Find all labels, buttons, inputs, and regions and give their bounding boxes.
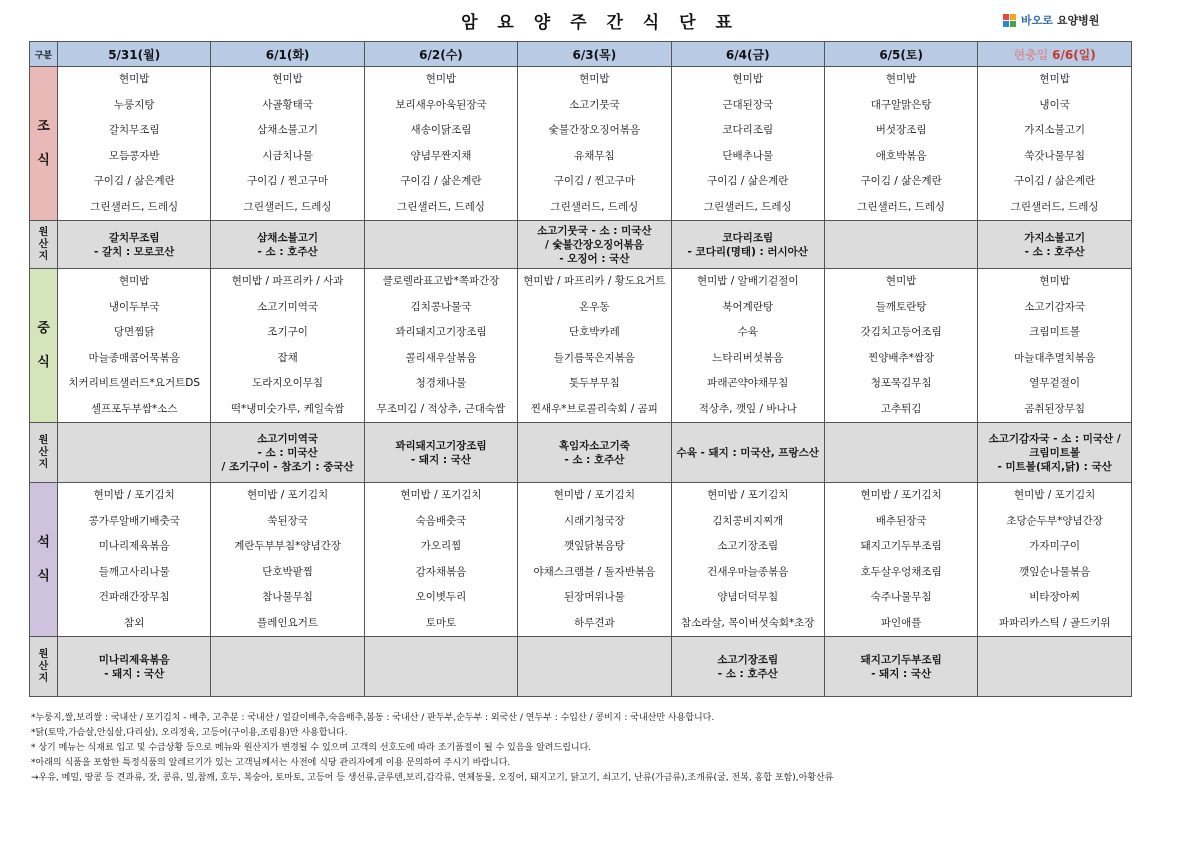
menu-item: 온우동 [579,300,610,313]
menu-item: 현미밥 / 포기김치 [400,489,482,501]
dinner-origin-row [30,637,1132,697]
menu-item: 청포묵김무침 [870,377,932,389]
origin-cell [671,221,824,269]
menu-item: 적상추, 깻잎 / 바나나 [698,402,797,415]
menu-item: 도라지오이무침 [252,377,324,389]
origin-line: 소고기감자국 - 소 : 미국산 / [988,432,1121,445]
menu-item: 그린샐러드, 드레싱 [397,200,485,213]
menu-item: 유채무침 [574,149,615,162]
menu-item: 들기름묵은지볶음 [553,351,635,364]
menu-item: 숙음배춧국 [415,514,467,527]
menu-item: 가지소불고기 [1024,124,1086,136]
menu-cell [58,483,211,637]
origin-label: 원 산 지 [30,637,58,697]
menu-item: 누룽지탕 [113,98,155,111]
day-header-sun: 현충일 6/6(일) [978,42,1132,67]
menu-cell [978,483,1132,637]
day-header-tue: 6/1(화) [211,42,364,67]
origin-line: - 소 : 호주산 [1024,245,1085,258]
menu-item: 코다리조림 [722,124,774,136]
menu-item: 잡채 [277,351,298,364]
menu-item: 구이김 / 삶은계란 [1014,175,1096,187]
menu-item: 숙주나물무침 [870,591,932,603]
menu-item: 미나리제육볶음 [98,540,170,552]
menu-item: 단배추나물 [722,149,774,162]
origin-line: - 오징어 : 국산 [559,252,630,265]
note-line: *닭(토막,가슴살,안심살,다리살), 오리정육, 고등어(구이용,조림용)만 사용합니다. [31,728,348,738]
menu-item: 토마토 [425,616,457,629]
origin-line: 돼지고기두부조림 [860,653,942,666]
logo-brand: 바오로 [1021,14,1053,27]
menu-cell [671,269,824,423]
menu-item: 쑥된장국 [267,514,308,527]
menu-item: 건새우마늘종볶음 [707,565,789,578]
origin-cell [824,423,977,483]
origin-line: 크림미트볼 [1029,446,1080,459]
menu-item: 그린샐러드, 드레싱 [857,200,946,213]
menu-cell [671,67,824,221]
menu-item: 가오리찜 [420,540,462,552]
origin-line: / 조기구이 - 참조기 : 중국산 [221,460,354,473]
origin-cell [671,423,824,483]
menu-item: 현미밥 / 파프리카 / 사과 [231,275,344,287]
origin-cell [58,221,211,269]
menu-item: 소고기장조림 [717,540,779,552]
menu-item: 시금치나물 [262,149,313,162]
menu-item: 건파래간장무침 [98,591,170,603]
origin-cell [364,637,517,697]
menu-item: 청경채나물 [415,377,467,389]
menu-item: 돼지고기두부조림 [860,540,942,552]
menu-item: 치커리비트샐러드*요거트DS [68,377,200,389]
menu-item: 플레인요거트 [257,616,319,629]
page-title: 암 요 양 주 간 식 단 표 [461,13,739,33]
menu-item: 모듬콩자반 [108,149,160,162]
breakfast-row [30,67,1132,221]
day-header-fri: 6/4(금) [671,42,824,67]
menu-item: 현미밥 [885,73,917,85]
origin-line: 소고기장조림 [717,653,779,666]
menu-item: 클로렐라표고밥*쪽파간장 [382,275,500,287]
origin-line: / 숯불간장오징어볶음 [544,238,644,251]
menu-item: 사골황태국 [262,98,313,111]
gubun-header: 구분 [30,42,58,67]
menu-item: 된장머위나물 [563,591,625,603]
menu-item: 그린샐러드, 드레싱 [1010,200,1099,213]
menu-item: 현미밥 [579,73,610,85]
note-line: *아래의 식품을 포함한 특정식품의 알레르기가 있는 고객님께서는 사전에 식당 관리자에게 이용 문의하여 주시기 바랍니다. [31,758,511,768]
origin-line: 미나리제육볶음 [98,653,170,666]
menu-item: 파래곤약야채무침 [707,377,789,389]
menu-item: 구이김 / 삶은계란 [860,175,942,187]
menu-item: 현미밥 / 포기김치 [1014,489,1096,501]
lunch-label: 중 식 [30,269,58,423]
menu-item: 현미밥 [272,73,303,85]
menu-item: 조기구이 [267,326,308,338]
note-line: →우유, 메밀, 땅콩 등 견과류, 잣, 콩류, 밀,참깨, 호두, 복숭아, 토마토, 고등어 등 생선류,글루텐,보리,갑각류, 연체동물, 오징어, 돼지고기, 닭고기, 쇠고기, 난류(가금류),조개류(굴, 전복, 홍합 포함),아황산류 [31,773,834,783]
menu-item: 깻잎닭볶음탕 [563,540,625,552]
menu-cell [58,67,211,221]
menu-item: 갓김치고등어조림 [860,326,942,338]
logo-sub: 요양병원 [1056,14,1100,27]
menu-item: 그린샐러드, 드레싱 [90,200,179,213]
menu-item: 고추튀김 [880,402,922,415]
menu-item: 오이볏두리 [415,591,467,603]
menu-item: 찐양배추*쌈장 [868,351,935,364]
menu-item: 야채스크램블 / 돌자반볶음 [533,565,656,578]
menu-item: 쑥갓나물무침 [1024,149,1086,162]
menu-item: 계란두부부침*양념간장 [234,540,341,552]
menu-cell [824,483,977,637]
note-line: * 상기 메뉴는 식재료 입고 및 수급상황 등으로 메뉴와 원산지가 변경될 수 있으며 고객의 선호도에 따라 조기품절이 될 수 있음을 알려드립니다. [31,743,592,753]
menu-cell [518,483,671,637]
menu-item: 크림미트볼 [1029,326,1080,338]
origin-line: - 돼지 : 국산 [104,667,165,680]
menu-item: 그린샐러드, 드레싱 [243,200,332,213]
origin-line: - 갈치 : 모로코산 [94,245,175,258]
menu-item: 대구알맑은탕 [870,98,932,111]
menu-item: 그린샐러드, 드레싱 [703,200,792,213]
menu-item: 냉이국 [1039,98,1070,111]
menu-item: 떡*냉미숫가루, 케일숙쌈 [230,402,345,415]
origin-cell [364,221,517,269]
origin-line: 흑임자소고기죽 [558,439,630,452]
menu-item: 구이김 / 삶은계란 [707,175,789,187]
menu-item: 가자미구이 [1029,540,1080,552]
menu-cell [211,67,364,221]
menu-cell [211,269,364,423]
menu-item: 구이김 / 찐고구마 [246,175,329,187]
menu-item: 느타리버섯볶음 [712,351,784,364]
origin-line: - 코다리(명태) : 러시아산 [687,245,808,258]
menu-item: 하루견과 [574,616,615,629]
menu-item: 콜리새우살볶음 [405,351,477,364]
origin-line: 삼채소불고기 [257,231,319,244]
menu-item: 무조미김 / 적상추, 근대숙쌈 [376,402,506,415]
origin-cell [518,221,671,269]
menu-item: 참소라살, 목이버섯숙회*초장 [680,616,815,629]
menu-item: 찐새우*브로콜리숙회 / 곰피 [530,402,658,415]
menu-item: 현미밥 [732,73,763,85]
menu-item: 갈치무조림 [108,124,160,136]
menu-item: 배추된장국 [875,514,927,527]
menu-item: 파파리카스틱 / 골드키위 [998,616,1111,629]
hospital-logo [1003,10,1099,30]
menu-cell [364,483,517,637]
origin-line: - 소 : 호주산 [564,453,625,466]
dinner-label: 석 식 [30,483,58,637]
menu-item: 현미밥 [885,275,917,287]
menu-item: 톳두부무침 [569,377,620,389]
menu-item: 들깨토란탕 [875,300,927,313]
menu-cell [211,483,364,637]
menu-item: 김치콩비지찌개 [712,514,784,527]
origin-label: 원 산 지 [30,423,58,483]
menu-item: 현미밥 / 포기김치 [860,489,942,501]
menu-item: 비타장아찌 [1029,591,1080,603]
origin-label: 원 산 지 [30,221,58,269]
origin-cell [978,221,1132,269]
menu-item: 현미밥 / 포기김치 [246,489,329,501]
menu-item: 냉이두부국 [108,300,160,313]
origin-cell [824,637,977,697]
origin-cell [518,637,671,697]
menu-cell [824,67,977,221]
note-line: *누룽지,쌀,보리쌀 : 국내산 / 포기김치 - 배추, 고추분 : 국내산 / 얼갈이배추,숙음배추,봄동 : 국내산 / 판두부,순두부 : 외국산 / 연두부 : 수입산 / 콩비지 : 국내산만 사용합니다. [31,713,715,723]
menu-item: 근대된장국 [722,98,774,111]
menu-item: 현미밥 / 파프리카 / 황도요거트 [523,275,666,287]
origin-line: 가지소불고기 [1024,231,1086,244]
origin-line: - 소 : 호주산 [717,667,778,680]
menu-item: 현미밥 [118,73,150,85]
menu-item: 숯불간장오징어볶음 [548,124,641,136]
menu-item: 당면찜닭 [113,326,155,338]
menu-item: 구이김 / 찐고구마 [553,175,635,187]
origin-line: 소고기미역국 [257,432,319,445]
origin-line: - 소 : 호주산 [257,245,318,258]
menu-item: 참나물무침 [262,591,313,603]
menu-item: 보리새우아욱된장국 [395,98,487,111]
menu-item: 김치콩나물국 [410,300,472,313]
logo-mark-icon [1003,14,1017,27]
menu-item: 단호박팥찜 [262,565,313,578]
menu-item: 현미밥 [425,73,457,85]
menu-item: 셀프포두부쌈*소스 [90,402,178,415]
origin-line: 수육 - 돼지 : 미국산, 프랑스산 [676,446,819,459]
origin-line: - 소 : 미국산 [257,446,318,459]
menu-item: 초당순두부*양념간장 [1006,514,1103,527]
menu-item: 파인애플 [880,616,922,629]
breakfast-origin-row [30,221,1132,269]
origin-cell [671,637,824,697]
origin-line: 꽈리돼지고기장조림 [395,439,487,452]
menu-item: 양념더덕무침 [717,591,779,603]
menu-item: 북어계란탕 [722,300,774,313]
origin-line: 코다리조림 [722,231,774,244]
menu-cell [518,67,671,221]
menu-item: 꽈리돼지고기장조림 [395,326,487,338]
menu-item: 소고기미역국 [257,300,319,313]
menu-cell [824,269,977,423]
origin-cell [58,637,211,697]
origin-cell [364,423,517,483]
menu-cell [364,269,517,423]
menu-cell [58,269,211,423]
menu-item: 들깨고사리나물 [98,565,170,578]
origin-line: 갈치무조림 [108,231,160,244]
origin-cell [211,423,364,483]
origin-cell [518,423,671,483]
menu-item: 마늘대추멸치볶음 [1014,351,1096,364]
menu-item: 그린샐러드, 드레싱 [550,200,639,213]
menu-cell [518,269,671,423]
menu-item: 현미밥 [118,275,150,287]
menu-item: 버섯장조림 [875,124,927,136]
holiday-label: 현충일 [1013,47,1053,62]
day-header-sat: 6/5(토) [824,42,977,67]
menu-item: 새송이닭조림 [410,124,472,136]
menu-item: 구이김 / 삶은계란 [93,175,175,187]
menu-item: 깻잎순나물볶음 [1019,565,1091,578]
day-header-row [30,42,1132,67]
menu-item: 소고기뭇국 [569,98,620,111]
weekly-menu-table [29,41,1132,697]
menu-item: 콩가루알배기배춧국 [88,514,180,527]
menu-item: 참외 [124,616,145,629]
origin-cell [978,637,1132,697]
menu-item: 감자채볶음 [415,565,467,578]
breakfast-label: 조 식 [30,67,58,221]
day-header-wed: 6/2(수) [364,42,517,67]
origin-cell [58,423,211,483]
menu-item: 구이김 / 삶은계란 [400,175,482,187]
menu-item: 양념무짠지채 [410,149,472,162]
menu-item: 현미밥 / 포기김치 [93,489,175,501]
dinner-row [30,483,1132,637]
menu-item: 삼채소불고기 [257,124,319,136]
lunch-row [30,269,1132,423]
menu-item: 단호박카레 [569,326,620,338]
menu-cell [671,483,824,637]
menu-cell [364,67,517,221]
menu-item: 시래기청국장 [563,514,625,527]
menu-item: 열무겉절이 [1029,377,1080,389]
origin-line: - 돼지 : 국산 [871,667,932,680]
lunch-origin-row [30,423,1132,483]
day-header-thu: 6/3(목) [518,42,671,67]
menu-item: 현미밥 / 알배기겉절이 [697,275,799,287]
origin-cell [211,221,364,269]
origin-cell [824,221,977,269]
origin-cell [211,637,364,697]
origin-line: - 돼지 : 국산 [410,453,472,466]
day-header-mon: 5/31(월) [58,42,211,67]
origin-line: - 미트볼(돼지,닭) : 국산 [997,460,1112,473]
menu-item: 현미밥 [1039,275,1070,287]
menu-item: 애호박볶음 [875,149,927,162]
menu-item: 곰취된장무침 [1024,402,1086,415]
menu-item: 현미밥 / 포기김치 [553,489,635,501]
menu-item: 수육 [737,326,758,338]
origin-line: 소고기뭇국 - 소 : 미국산 [537,224,652,237]
menu-cell [978,269,1132,423]
notes-section [31,711,833,786]
origin-cell [978,423,1132,483]
menu-cell [978,67,1132,221]
menu-item: 현미밥 [1039,73,1070,85]
menu-item: 호두살우엉채조림 [860,565,942,578]
menu-item: 현미밥 / 포기김치 [707,489,789,501]
menu-item: 소고기감자국 [1024,300,1086,313]
menu-item: 마늘종매콤어묵볶음 [88,351,180,364]
